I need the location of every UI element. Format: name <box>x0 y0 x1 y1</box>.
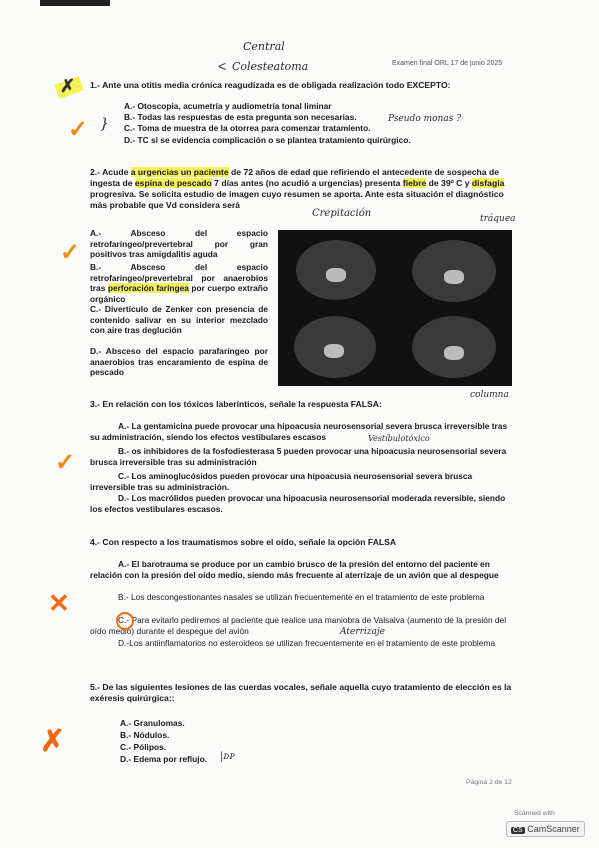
q2-option-b-highlight: perforación faríngea <box>107 283 189 294</box>
note-arrow: < <box>218 58 227 74</box>
q2-text: progresiva. Se solicita estudio de imagen cuyo resumen se aporta. Ante esta situación el diagnóstico <box>90 189 504 199</box>
ct-scan-image <box>278 230 512 386</box>
question-3: 3.- En relación con los tóxicos laberínticos, señale la respuesta FALSA: <box>90 399 382 409</box>
ct-vertebra <box>444 346 464 360</box>
question-4: 4.- Con respecto a los traumatismos sobre el oído, señale la opción FALSA <box>90 537 397 547</box>
exam-header: Examen final ORL 17 de junio 2025 <box>392 60 503 67</box>
q2-option-b-text: por cuerpo extraño orgánico <box>90 283 268 304</box>
q4-option-c: C.- Para evitarlo pediremos al paciente que realice una maniobra de Valsalva (aumento de la presión del oído medio) durante el despegue del avión <box>90 615 507 636</box>
note-traquea: tráquea <box>480 214 516 224</box>
question-5: 5.- De las siguientes lesiones de las cuerdas vocales, señale aquella cuyo tratamiento de elección es la exéresis quirúrgica:: <box>90 682 512 703</box>
camscanner-logo-icon: CS <box>513 827 523 834</box>
cross-mark: ✗ <box>40 725 66 758</box>
q2-option-b-text: B.- Absceso del espacio retrofaríngeo/prevertebral por anaerobios tras <box>90 262 268 294</box>
q4-option-b: B.- Los descongestionantes nasales se utilizan frecuentemente en el tratamiento de este problema <box>118 592 485 602</box>
q5-option-c: C.- Pólipos. <box>120 742 167 752</box>
q3-option-b: B.- os inhibidores de la fosfodiesterasa 5 pueden provocar una hipoacusia neurosensorial severa brusca irreversible tras su administración <box>90 446 507 467</box>
q2-text: de 72 años de edad que refiriendo el antecedente de sospecha de <box>228 167 499 177</box>
q1-option-a: A.- Otoscopia, acumetría y audiometría tonal liminar <box>124 101 332 111</box>
check-mark: ✓ <box>68 116 89 143</box>
q2-option-d: D.- Absceso del espacio parafaríngeo por anaerobios tras encaramiento de espina de pescado <box>90 346 268 378</box>
note-columna: columna <box>470 390 509 400</box>
ct-vertebra <box>326 268 346 282</box>
q5-option-b: B.- Nódulos. <box>120 730 170 740</box>
check-mark: ✓ <box>55 449 76 476</box>
q2-highlight: disfagia <box>471 178 505 188</box>
check-mark: ✓ <box>60 239 81 266</box>
note-vestibulotoxico: Vestíbulotóxico <box>368 434 430 443</box>
question-1: 1.- Ante una otitis media crónica reagudizada es de obligada realización todo EXCEPTO: <box>90 80 451 90</box>
cross-mark: ✕ <box>48 588 70 618</box>
q2-highlight: a urgencias un paciente <box>130 167 229 177</box>
q3-option-c: C.- Los aminoglucósidos pueden provocar una hipoacusia neurosensorial severa brusca irreversible tras su administración. <box>90 471 473 492</box>
q2-option-a: A.- Absceso del espacio retrofaríngeo/prevertebral por gran positivos tras amigdalitis aguda <box>90 228 268 260</box>
q2-text: más probable que Vd considera será <box>90 200 240 210</box>
note-pseudomonas: Pseudo monas ? <box>388 114 462 124</box>
q2-text: 2.- Acude <box>90 167 131 177</box>
ct-vertebra <box>324 344 344 358</box>
q1-option-d: D.- TC si se evidencia complicación o se plantea tratamiento quirúrgico. <box>124 135 411 145</box>
q4-option-d: D.-Los antiinflamatorios no esteroideos se utilizan frecuentemente en el tratamiento de este problema <box>118 638 496 648</box>
circle-mark <box>116 612 134 630</box>
question-2 <box>90 167 560 211</box>
note-aterrizaje: Aterrizaje <box>340 627 385 637</box>
q2-highlight: fiebre <box>402 178 427 188</box>
margin-mark: } <box>100 116 109 132</box>
q5-option-a: A.- Granulomas. <box>120 718 185 728</box>
ct-vertebra <box>444 270 464 284</box>
note-central: Central <box>243 40 285 53</box>
note-crepitacion: Crepitación <box>312 208 372 219</box>
page-number: Página 2 de 12 <box>466 779 512 786</box>
note-q5: |ᴅᴘ <box>220 751 235 762</box>
q2-text: de 39º C y <box>426 178 472 188</box>
q2-text: 7 días antes (no acudió a urgencias) presenta <box>211 178 403 188</box>
scan-artifact <box>40 0 110 6</box>
q3-option-d: D.- Los macrólidos pueden provocar una hipoacusia neurosensorial moderada reversible, siendo los efectos vestibulares escasos. <box>90 493 506 514</box>
q1-option-b: B.- Todas las respuestas de esta pregunta son necesarias. <box>124 112 357 122</box>
note-colesteatoma: Colesteatoma <box>232 60 309 73</box>
q2-highlight: espina de pescado <box>134 178 212 188</box>
camscanner-label: CamScanner <box>527 824 580 834</box>
q4-option-a: A.- El barotrauma se produce por un cambio brusco de la presión del entorno del paciente en relación con la presión del oído medio, siendo más frecuente al aterrizaje de un avión que al despegue <box>90 559 499 580</box>
q2-text: ingesta de <box>90 178 135 188</box>
q2-option-b <box>90 262 268 304</box>
cross-mark: ✗ <box>60 76 76 96</box>
q2-option-c: C.- Divertículo de Zenker con presencia de contenido salivar en su interior mezclado con aire tras deglución <box>90 304 268 336</box>
q5-option-d: D.- Edema por reflujo. <box>120 754 208 764</box>
q3-option-a: A.- La gentamicina puede provocar una hipoacusia neurosensorial severa brusca irreversible tras su administración, siendo los efectos vestibulares escasos <box>90 421 508 442</box>
camscanner-badge <box>506 821 585 837</box>
scanned-with-label: Scanned with <box>514 810 555 817</box>
q1-option-c: C.- Toma de muestra de la otorrea para comenzar tratamiento. <box>124 123 371 133</box>
